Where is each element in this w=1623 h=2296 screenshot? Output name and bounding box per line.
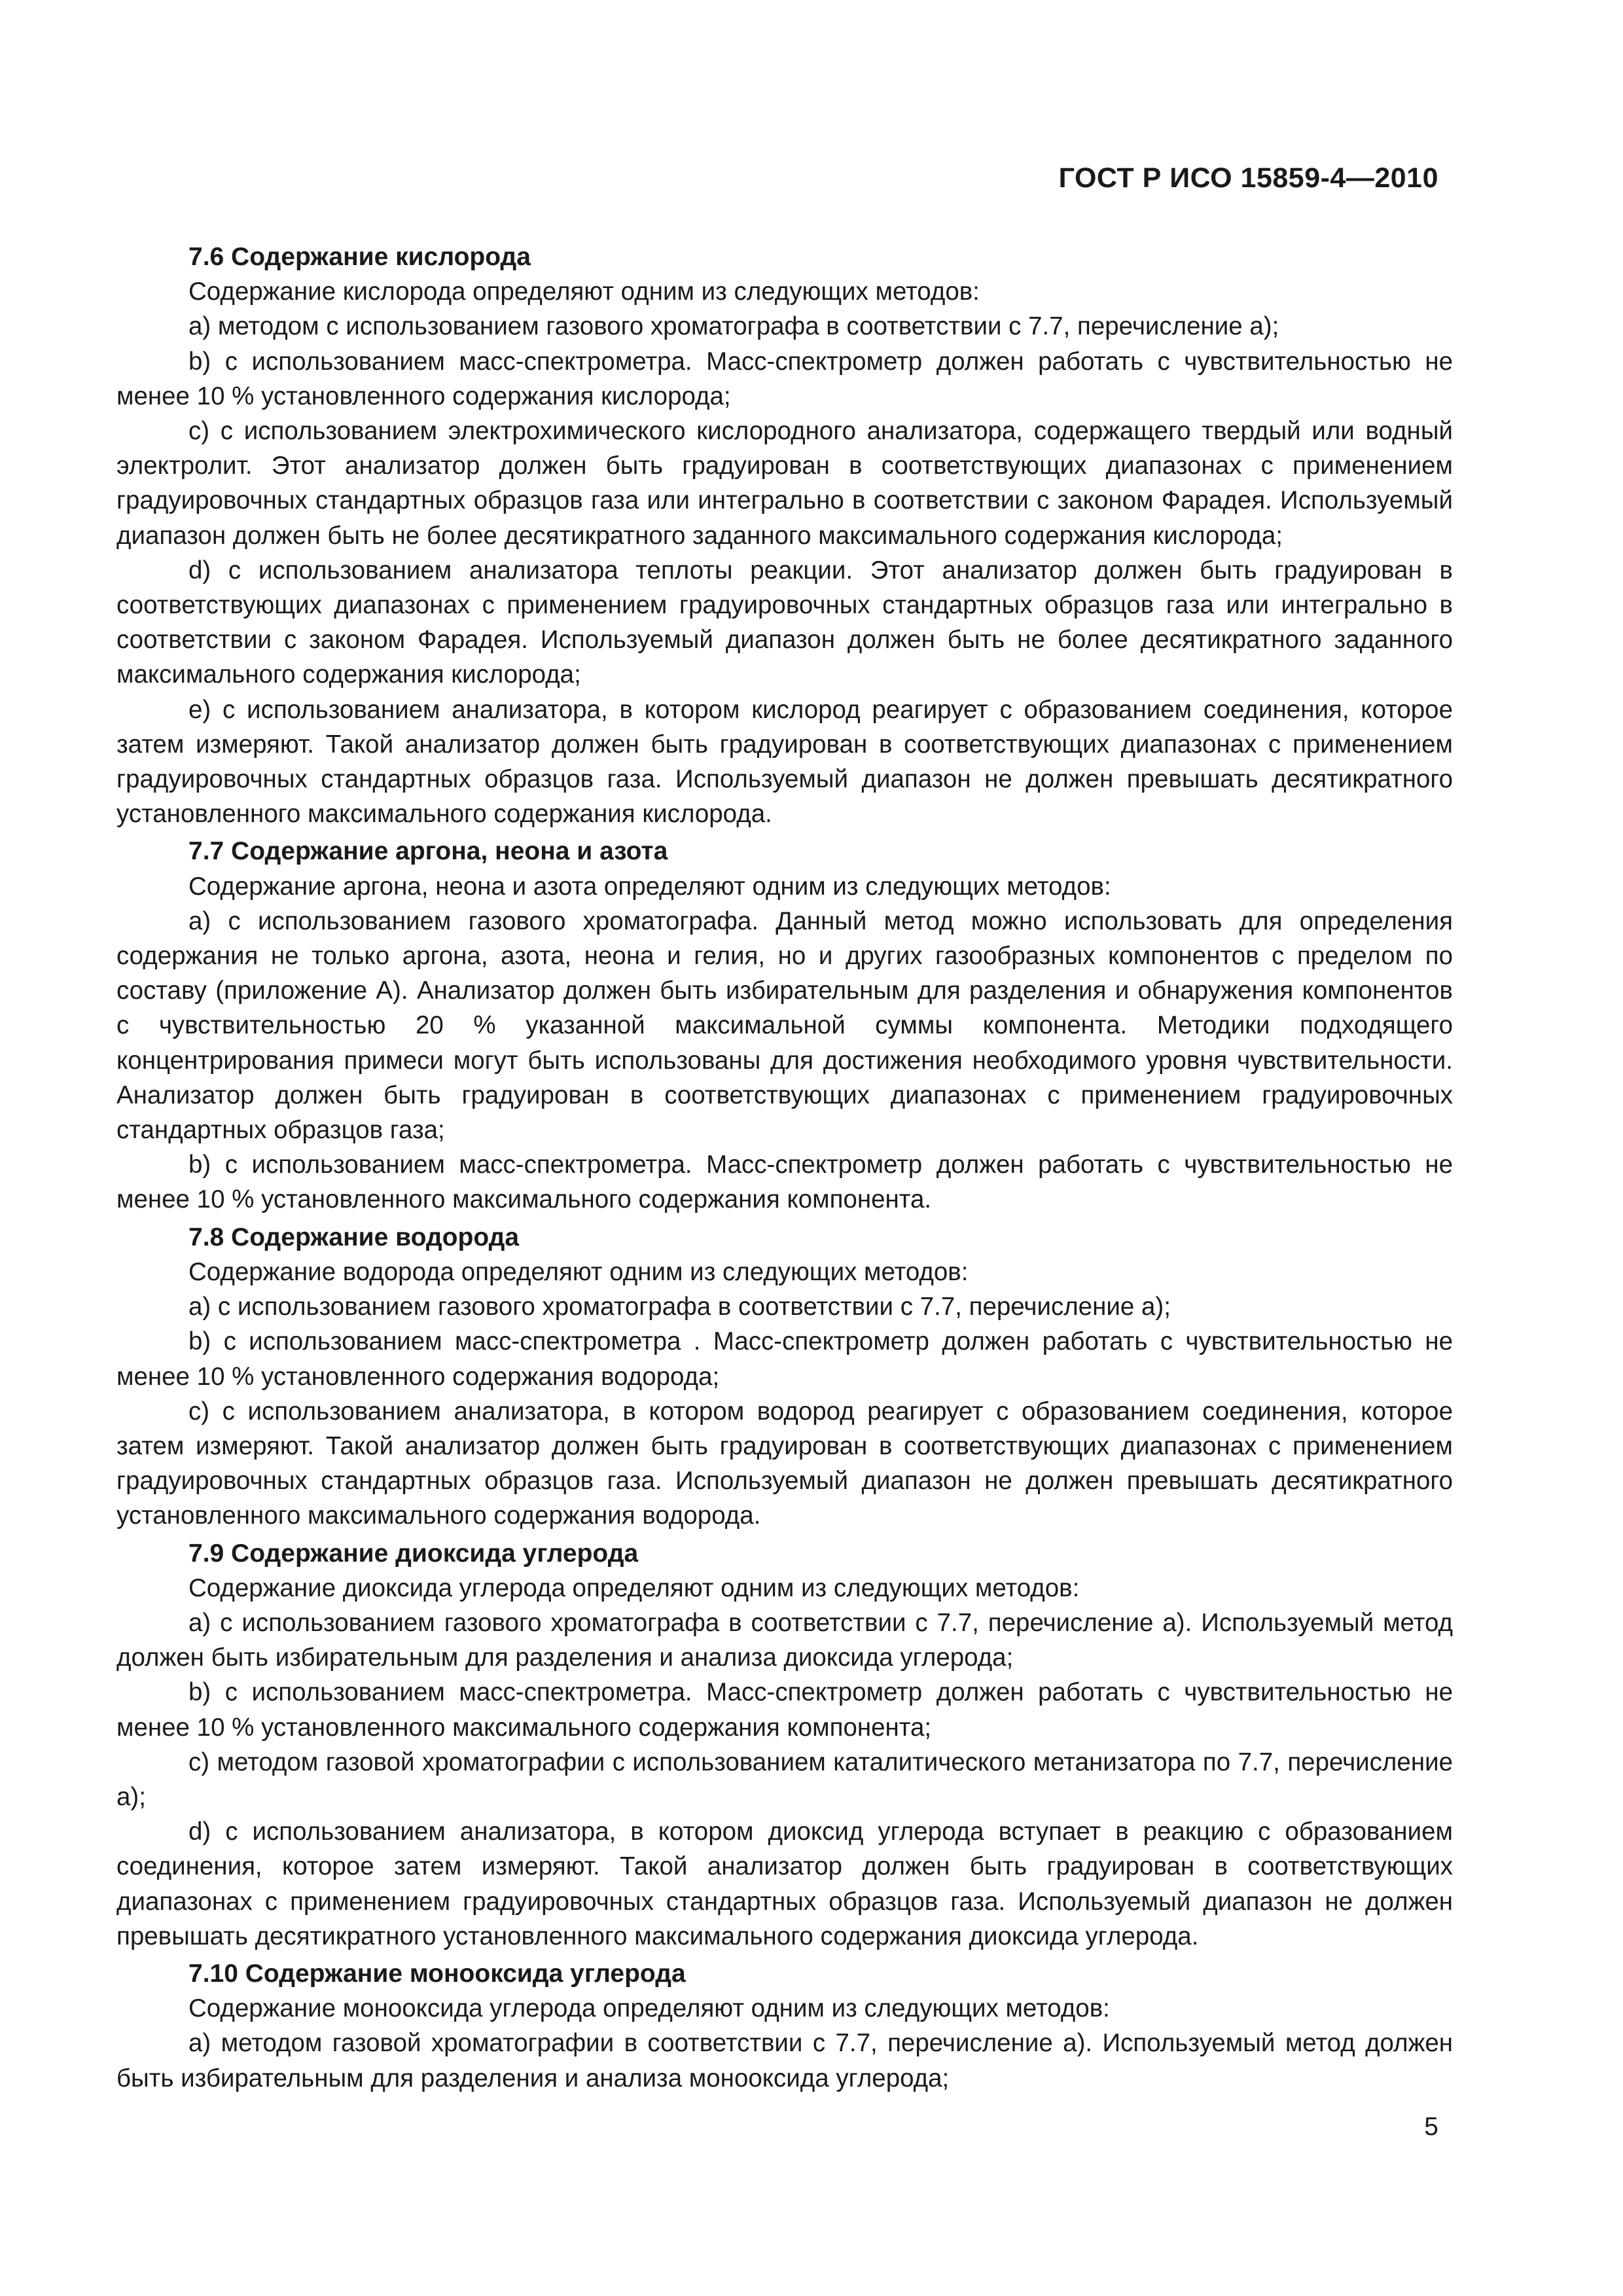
paragraph: Содержание аргона, неона и азота определяют одним из следующих методов: <box>188 872 1111 901</box>
list-item: c) с использованием электрохимического кислородного анализатора, содержащего твердый или водный электролит. Этот анализатор должен быть градуирован в соответствующих диапазонах с применением градуировочных стандартных образцов газа или интегрально в соответствии с законом Фарадея. Используемый диапазон должен быть не более десятикратного заданного максимального содержания кислорода; <box>116 417 1453 550</box>
list-item: b) с использованием масс-спектрометра. Масс-спектрометр должен работать с чувствительностью не менее 10 % установленного содержания кислорода; <box>116 347 1453 410</box>
section-heading-7-6: 7.6 Содержание кислорода <box>188 243 531 271</box>
paragraph: Содержание диоксида углерода определяют одним из следующих методов: <box>188 1573 1080 1602</box>
page-number: 5 <box>1424 2113 1438 2141</box>
paragraph: Содержание кислорода определяют одним из следующих методов: <box>188 278 980 306</box>
list-item: b) с использованием масс-спектрометра. Масс-спектрометр должен работать с чувствительностью не менее 10 % установленного максимального содержания компонента. <box>116 1151 1453 1214</box>
list-item: a) с использованием газового хроматографа в соответствии с 7.7, перечисление а). Используемый метод должен быть избирательным для разделения и анализа диоксида углерода; <box>116 1608 1453 1672</box>
list-item: d) с использованием анализатора, в котором диоксид углерода вступает в реакцию с образованием соединения, которое затем измеряют. Такой анализатор должен быть градуирован в соответствующих диапазонах с применением градуировочных стандартных образцов газа. Используемый диапазон не должен превышать десятикратного установленного максимального содержания диоксида углерода. <box>116 1818 1453 1950</box>
list-item: a) методом газовой хроматографии в соответствии с 7.7, перечисление а). Используемый метод должен быть избирательным для разделения и анализа монооксида углерода; <box>116 2029 1453 2092</box>
list-item: d) с использованием анализатора теплоты реакции. Этот анализатор должен быть градуирован в соответствующих диапазонах с применением градуировочных стандартных образцов газа или интегрально в соответствии с законом Фарадея. Используемый диапазон должен быть не более десятикратного заданного максимального содержания кислорода; <box>116 556 1453 689</box>
list-item: a) с использованием газового хроматографа в соответствии с 7.7, перечисление а); <box>188 1293 1171 1321</box>
section-heading-7-10: 7.10 Содержание монооксида углерода <box>188 1959 686 1988</box>
list-item: c) с использованием анализатора, в котором водород реагирует с образованием соединения, которое затем измеряют. Такой анализатор должен быть градуирован в соответствующих диапазонах с применением градуировочных стандартных образцов газа. Используемый диапазон не должен превышать десятикратного установленного максимального содержания водорода. <box>116 1397 1453 1530</box>
list-item: c) методом газовой хроматографии с использованием каталитического метанизатора по 7.7, перечисление а); <box>116 1748 1453 1811</box>
list-item: a) методом с использованием газового хроматографа в соответствии с 7.7, перечисление а); <box>188 312 1279 341</box>
document-code: ГОСТ Р ИСО 15859-4—2010 <box>1058 162 1438 194</box>
list-item: a) с использованием газового хроматографа. Данный метод можно использовать для определения содержания не только аргона, азота, неона и гелия, но и других газообразных компонентов с пределом по составу (приложение А). Анализатор должен быть избирательным для разделения и обнаружения компонентов с чувствительностью 20 % указанной максимальной суммы компонента. Методики подходящего концентрирования примеси могут быть использованы для достижения необходимого уровня чувствительности. Анализатор должен быть градуирован в соответствующих диапазонах с применением градуировочных стандартных образцов газа; <box>116 906 1453 1145</box>
list-item: e) с использованием анализатора, в котором кислород реагирует с образованием соединения, которое затем измеряют. Такой анализатор должен быть градуирован в соответствующих диапазонах с применением градуировочных стандартных образцов газа. Используемый диапазон не должен превышать десятикратного установленного максимального содержания кислорода. <box>116 695 1453 829</box>
document-body <box>116 240 1453 2096</box>
paragraph: Содержание водорода определяют одним из следующих методов: <box>188 1257 969 1286</box>
section-heading-7-8: 7.8 Содержание водорода <box>188 1223 520 1251</box>
section-heading-7-9: 7.9 Содержание диоксида углерода <box>188 1539 639 1568</box>
paragraph: Содержание монооксида углерода определяют одним из следующих методов: <box>188 1994 1110 2023</box>
section-heading-7-7: 7.7 Содержание аргона, неона и азота <box>188 837 668 866</box>
list-item: b) с использованием масс-спектрометра . Масс-спектрометр должен работать с чувствительностью не менее 10 % установленного содержания водорода; <box>116 1327 1453 1391</box>
list-item: b) с использованием масс-спектрометра. Масс-спектрометр должен работать с чувствительностью не менее 10 % установленного максимального содержания компонента; <box>116 1678 1453 1742</box>
